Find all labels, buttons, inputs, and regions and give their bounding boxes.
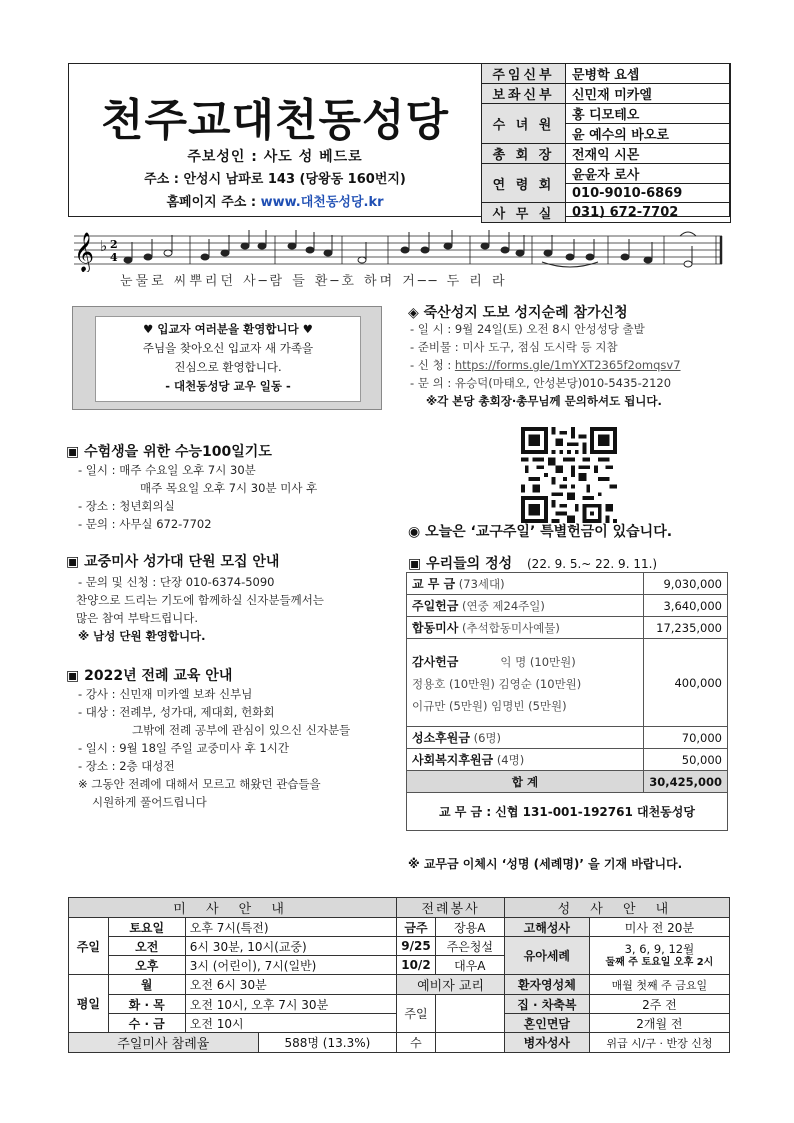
house-blessing-label: 집 · 차축복 xyxy=(504,995,589,1014)
baptism-label: 유아세례 xyxy=(504,937,589,975)
am-time: 6시 30분, 10시(교중) xyxy=(185,937,396,956)
pilgrimage-form-link[interactable]: https://forms.gle/1mYXT2365f2omqsv7 xyxy=(454,358,681,372)
staff-name: 윤 예수의 바오로 xyxy=(566,124,731,144)
staff-role: 수 녀 원 xyxy=(482,104,566,144)
pm-time: 3시 (어린이), 7시(일반) xyxy=(185,956,396,975)
thanks-label: 감사헌금 xyxy=(412,654,459,669)
catechumen-sunday-time xyxy=(435,995,504,1033)
staff-name: 031) 672-7702 xyxy=(566,203,731,223)
pilgrimage-line: - 일 시 : 9월 24일(토) 오전 8시 안성성당 출발 xyxy=(410,322,645,336)
table-row xyxy=(407,595,728,617)
table-row xyxy=(407,573,728,595)
offering-period: (22. 9. 5.~ 22. 9. 11.) xyxy=(527,557,658,571)
tuethu-label: 화 · 목 xyxy=(108,995,185,1014)
wedding-label: 혼인면담 xyxy=(504,1014,589,1033)
church-title: 천주교대천동성당 xyxy=(100,95,450,146)
serve-date: 10/2 xyxy=(397,956,435,975)
table-row xyxy=(407,617,728,639)
pm-label: 오후 xyxy=(108,956,185,975)
wedding-value: 2개월 전 xyxy=(589,1014,729,1033)
staff-role: 사 무 실 xyxy=(482,203,566,223)
pilgrimage-line: - 준비물 : 미사 도구, 점심 도시락 등 지참 xyxy=(410,340,618,354)
confession-value: 미사 전 20분 xyxy=(589,918,729,937)
exam-line: - 장소 : 청년회의실 xyxy=(78,499,175,513)
liturgy-line: 시원하게 풀어드립니다 xyxy=(92,795,207,809)
choir-note: ※ 남성 단원 환영합니다. xyxy=(78,629,206,643)
welcome-title: ♥ 입교자 여러분을 환영합니다 ♥ xyxy=(143,322,313,336)
hymn-lyrics: 눈물로 씨뿌리던 사─람 들 환─호 하며 거── 두 리 라 xyxy=(120,274,508,289)
mass-schedule-table xyxy=(68,897,730,1053)
thanks-line: 정용호 (10만원) 김영순 (10만원) xyxy=(412,676,582,691)
pilgrimage-note: ※각 본당 총회장·총무님께 문의하셔도 됩니다. xyxy=(426,394,662,408)
offering-label: 주일헌금 xyxy=(412,599,459,613)
staff-phone: 010-9010-6869 xyxy=(566,184,731,203)
total-row xyxy=(407,771,728,793)
staff-role: 주임신부 xyxy=(482,64,566,84)
pilgrimage-line xyxy=(410,356,730,374)
serve-this-team: 장용A xyxy=(435,918,504,937)
welfare-amount: 50,000 xyxy=(644,749,728,771)
offering-sub: (연중 제24주일) xyxy=(462,599,545,613)
offering-amount: 17,235,000 xyxy=(644,617,728,639)
qr-code-icon[interactable] xyxy=(521,427,617,523)
svg-text:2: 2 xyxy=(110,238,118,251)
offering-title: ▣ 우리들의 정성 xyxy=(408,556,513,572)
treble-clef-icon: 𝄞 xyxy=(74,232,95,272)
church-address: 주소 : 안성시 남파로 143 (당왕동 160번지) xyxy=(144,172,406,187)
mass-info-header: 미 사 안 내 xyxy=(69,898,397,918)
am-label: 오전 xyxy=(108,937,185,956)
staff-name: 윤윤자 로사 xyxy=(566,164,731,184)
sat-time: 오후 7시(특전) xyxy=(185,918,396,937)
welcome-box xyxy=(72,306,382,410)
anointing-value: 위급 시/구 · 반장 신청 xyxy=(589,1033,729,1053)
baptism-months: 3, 6, 9, 12월 xyxy=(624,941,695,956)
pilgrimage-line: - 문 의 : 유승덕(마태오, 안성본당)010-5435-2120 xyxy=(410,376,672,390)
pilgrimage-body xyxy=(410,320,730,410)
thanks-line: 이규만 (5만원) 임명빈 (5만원) xyxy=(412,698,567,713)
confession-label: 고해성사 xyxy=(504,918,589,937)
catechumen-sunday: 주일 xyxy=(397,995,435,1033)
liturgy-line: 그밖에 전례 공부에 관심이 있으신 신자분들 xyxy=(132,723,351,737)
baptism-value xyxy=(589,937,729,975)
offering-label: 합동미사 xyxy=(412,621,459,635)
vocation-sub: (6명) xyxy=(473,731,502,745)
choir-line: - 문의 및 신청 : 단장 010-6374-5090 xyxy=(78,575,275,589)
welcome-line: 진심으로 환영합니다. xyxy=(174,360,282,374)
homepage-label: 홈페이지 주소 : xyxy=(166,195,261,210)
choir-heading: ▣ 교중미사 성가대 단원 모집 안내 xyxy=(66,554,280,570)
serve-team: 대우A xyxy=(435,956,504,975)
sacrament-header: 성 사 안 내 xyxy=(504,898,729,918)
thanks-amount: 400,000 xyxy=(644,639,728,727)
staff-name: 신민재 미카엘 xyxy=(566,84,731,104)
offering-sub: (추석합동미사예물) xyxy=(462,621,560,635)
table-row xyxy=(407,749,728,771)
attendance-label: 주일미사 참례율 xyxy=(69,1033,259,1053)
svg-text:4: 4 xyxy=(110,251,118,264)
table-row xyxy=(407,727,728,749)
pilgrimage-apply-label: - 신 청 : xyxy=(410,358,455,372)
exam-line: - 문의 : 사무실 672-7702 xyxy=(78,517,212,531)
exam-prayer-heading: ▣ 수험생을 위한 수능100일기도 xyxy=(66,444,272,460)
liturgy-line: - 강사 : 신민재 미카엘 보좌 신부님 xyxy=(78,687,253,701)
staff-name: 문병학 요셉 xyxy=(566,64,731,84)
weekday-label: 평일 xyxy=(69,975,109,1033)
offering-heading xyxy=(408,553,657,573)
homepage-link[interactable]: www.대천동성당.kr xyxy=(260,195,384,210)
vocation-amount: 70,000 xyxy=(644,727,728,749)
offering-label: 교 무 금 xyxy=(412,577,456,591)
welfare-sub: (4명) xyxy=(496,753,525,767)
mon-time: 오전 6시 30분 xyxy=(185,975,396,995)
exam-prayer-body xyxy=(78,461,398,533)
wedfri-label: 수 · 금 xyxy=(108,1014,185,1033)
liturgy-heading: ▣ 2022년 전례 교육 안내 xyxy=(66,668,233,684)
anointing-label: 병자성사 xyxy=(504,1033,589,1053)
choir-line: 많은 참여 부탁드립니다. xyxy=(76,611,199,625)
liturgy-line: ※ 그동안 전례에 대해서 모르고 해왔던 관습들을 xyxy=(78,777,321,791)
account-row xyxy=(407,793,728,831)
liturgy-service-header: 전례봉사 xyxy=(397,898,505,918)
music-notation xyxy=(70,228,730,272)
offering-sub: (73세대) xyxy=(458,577,505,591)
serve-this-week: 금주 xyxy=(397,918,435,937)
account-info: 교 무 금 : 신협 131-001-192761 대천동성당 xyxy=(407,793,728,831)
sunday-label: 주일 xyxy=(69,918,109,975)
wedfri-time: 오전 10시 xyxy=(185,1014,396,1033)
mon-label: 월 xyxy=(108,975,185,995)
thanks-line: 익 명 (10만원) xyxy=(500,654,576,669)
staff-role: 총 회 장 xyxy=(482,144,566,164)
baptism-time: 둘째 주 토요일 오후 2시 xyxy=(605,956,714,968)
welcome-line: 주님을 찾아오신 입교자 새 가족을 xyxy=(142,341,314,355)
homepage xyxy=(69,191,481,210)
liturgy-line: - 일시 : 9월 18일 주일 교중미사 후 1시간 xyxy=(78,741,289,755)
catechumen-wed-time xyxy=(435,1033,504,1053)
special-offering-notice: ◉ 오늘은 ‘교구주일’ 특별헌금이 있습니다. xyxy=(408,524,673,540)
total-label: 합 계 xyxy=(407,771,644,793)
table-row xyxy=(407,639,728,727)
liturgy-body xyxy=(78,685,398,811)
flat-icon: ♭ xyxy=(100,237,108,255)
staff-name: 전재익 시몬 xyxy=(566,144,731,164)
transfer-note: ※ 교무금 이체시 ‘성명 (세례명)’ 을 기재 바랍니다. xyxy=(408,857,683,871)
choir-body xyxy=(78,573,398,645)
liturgy-line: - 대상 : 전례부, 성가대, 제대회, 헌화회 xyxy=(78,705,275,719)
offering-amount: 9,030,000 xyxy=(644,573,728,595)
welfare-label: 사회복지후원금 xyxy=(412,753,494,767)
patron-saint: 주보성인 : 사도 성 베드로 xyxy=(187,149,363,165)
offering-amount: 3,640,000 xyxy=(644,595,728,617)
house-blessing-value: 2주 전 xyxy=(589,995,729,1014)
catechumen-header: 예비자 교리 xyxy=(397,975,505,995)
sick-communion-label: 환자영성체 xyxy=(504,975,589,995)
welcome-signature: - 대천동성당 교우 일동 - xyxy=(165,379,291,393)
sick-communion-value: 매월 첫째 주 금요일 xyxy=(589,975,729,995)
total-amount: 30,425,000 xyxy=(644,771,728,793)
staff-name: 홍 디모테오 xyxy=(566,104,731,124)
exam-line: - 일시 : 매주 수요일 오후 7시 30분 xyxy=(78,463,256,477)
tuethu-time: 오전 10시, 오후 7시 30분 xyxy=(185,995,396,1014)
attendance-value: 588명 (13.3%) xyxy=(258,1033,397,1053)
pilgrimage-heading: ◈ 죽산성지 도보 성지순례 참가신청 xyxy=(408,305,628,321)
liturgy-line: - 장소 : 2층 대성전 xyxy=(78,759,175,773)
offering-table xyxy=(406,572,728,831)
staff-role: 보좌신부 xyxy=(482,84,566,104)
choir-line: 찬양으로 드리는 기도에 함께하실 신자분들께서는 xyxy=(76,593,324,607)
vocation-label: 성소후원금 xyxy=(412,731,470,745)
staff-role: 연 령 회 xyxy=(482,164,566,203)
sat-label: 토요일 xyxy=(108,918,185,937)
staff-table xyxy=(481,63,731,223)
serve-team: 주은청설 xyxy=(435,937,504,956)
bulletin-header xyxy=(68,63,730,222)
catechumen-wed: 수 xyxy=(397,1033,435,1053)
exam-line: 매주 목요일 오후 7시 30분 미사 후 xyxy=(140,481,318,495)
serve-date: 9/25 xyxy=(397,937,435,956)
welcome-card xyxy=(95,316,361,402)
